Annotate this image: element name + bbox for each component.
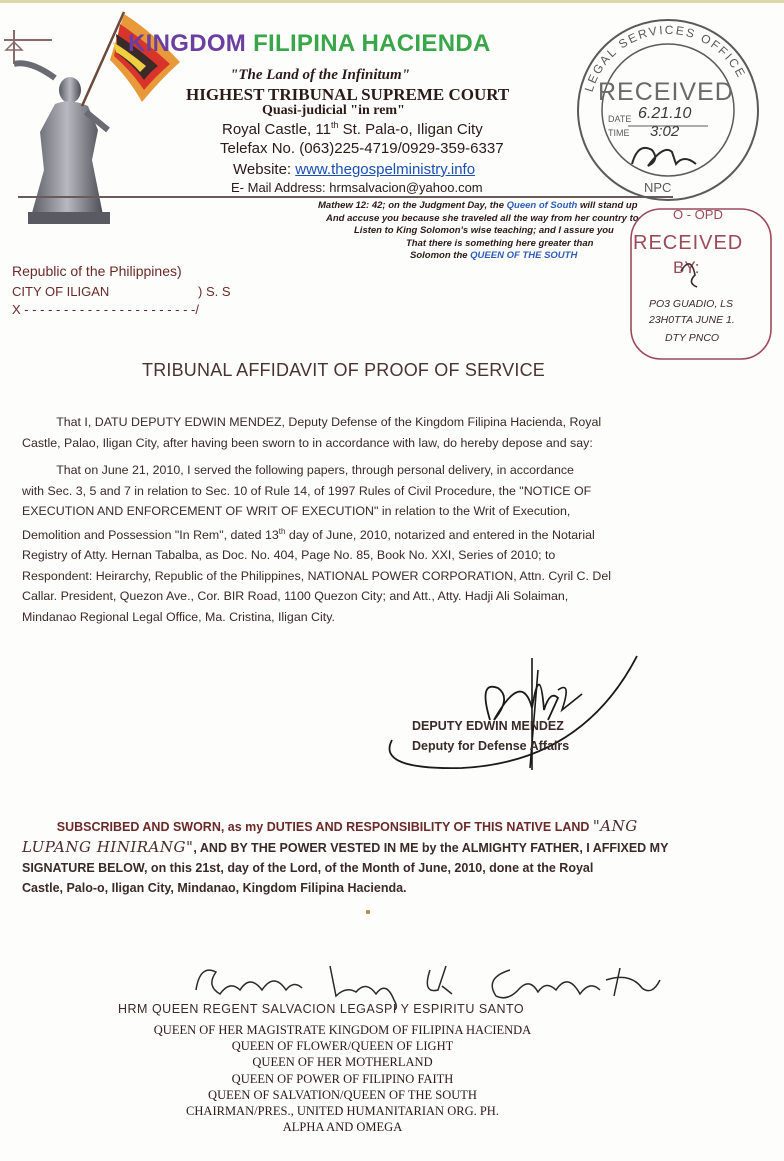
queen-title-line: ALPHA AND OMEGA <box>282 1120 403 1135</box>
svg-text:RECEIVED: RECEIVED <box>598 78 734 106</box>
deputy-signature <box>382 650 652 780</box>
svg-text:TIME: TIME <box>608 128 630 138</box>
svg-text:DATE: DATE <box>608 114 632 124</box>
svg-text:PO3 GUADIO, LS: PO3 GUADIO, LS <box>649 298 734 310</box>
svg-text:BY:: BY: <box>673 258 700 277</box>
kingdom-motto: "The Land of the Infinitum" <box>230 67 411 83</box>
venue-city: CITY OF ILIGAN <box>12 284 110 299</box>
received-stamp-legal-office <box>568 14 768 204</box>
queen-titles <box>100 1022 585 1135</box>
court-jurisdiction: Quasi-judicial "in rem" <box>262 103 405 118</box>
venue-ss: ) S. S <box>198 284 231 299</box>
signatory-title: Deputy for Defense Affairs <box>412 739 570 753</box>
website-line: Website: www.thegospelministry.info <box>233 161 476 178</box>
venue-country: Republic of the Philippines) <box>12 263 182 279</box>
queen-title-line: CHAIRMAN/PRES., UNITED HUMANITARIAN ORG. PH. <box>186 1104 499 1119</box>
service-paragraph: That on June 21, 2010, I served the following papers, through personal delivery, in accordance with Sec. 3, 5 and 7 in relation to Sec. 10 of Rule 14, of 1997 Rules of Civil Procedure, the "NOTICE OF EXECUTION AND ENFORCEMENT OF WRIT OF EXECUTION" in relation to the Writ of Execution, Demolition and Possession "In Rem", dated 13th day of June, 2010, notarized and entered in the Notarial Registry of Atty. Hernan Tabalba, as Doc. No. 404, Page No. 85, Book No. XXI, Series of 2010; to Respondent: Heirarchy, Republic of the Philippines, NATIONAL POWER CORPORATION, Attn. Cyril C. Del Callar. President, Quezon Ave., Cor. BIR Road, 1100 Quezon City; and Att., Atty. Hadji Ali Solaiman, Mindanao Regional Legal Office, Ma. Cristina, Iligan City. <box>22 463 611 624</box>
website-link[interactable]: www.thegospelministry.info <box>295 161 476 178</box>
queen-title-line: QUEEN OF HER MOTHERLAND <box>252 1055 433 1070</box>
svg-text:23H0TTA JUNE 1.: 23H0TTA JUNE 1. <box>649 314 735 326</box>
affidavit-intro-paragraph: That I, DATU DEPUTY EDWIN MENDEZ, Deputy Defense of the Kingdom Filipina Hacienda, Royal Castle, Palao, Iligan City, after having been sworn to in accordance with law, do hereby depose and say: <box>22 415 602 450</box>
bible-verse: Mathew 12: 42; on the Judgment Day, the Queen of South will stand up And accuse you because she traveled all the way from her country to Listen to King Solomon's wise teaching; and I assure you That there is something here greater than Solomon the QUEEN OF THE SOUTH <box>318 200 639 261</box>
top-scan-strip <box>0 0 784 3</box>
received-stamp-police <box>625 205 775 365</box>
svg-text:3:02: 3:02 <box>650 123 680 140</box>
svg-text:O - OPD: O - OPD <box>673 207 723 222</box>
queen-title-line: QUEEN OF HER MAGISTRATE KINGDOM OF FILIPINA HACIENDA <box>153 1023 532 1037</box>
email-address: E- Mail Address: hrmsalvacion@yahoo.com <box>231 180 483 195</box>
kingdom-name: KINGDOM FILIPINA HACIENDA <box>128 30 491 57</box>
svg-text:DTY PNCO: DTY PNCO <box>665 332 720 344</box>
document-title: TRIBUNAL AFFIDAVIT OF PROOF OF SERVICE <box>142 360 545 380</box>
queen-signature <box>190 950 670 1010</box>
queen-title-line: QUEEN OF SALVATION/QUEEN OF THE SOUTH <box>208 1087 477 1102</box>
svg-text:6.21.10: 6.21.10 <box>638 105 692 122</box>
queen-title-line: QUEEN OF FLOWER/QUEEN OF LIGHT <box>231 1039 454 1054</box>
queen-title-line: QUEEN OF POWER OF FILIPINO FAITH <box>231 1071 454 1086</box>
kingdom-flag-icon <box>80 10 190 110</box>
court-name: HIGHEST TRIBUNAL SUPREME COURT <box>186 85 510 104</box>
svg-text:LEGAL SERVICES OFFICE: LEGAL SERVICES OFFICE <box>581 22 749 94</box>
court-address: Royal Castle, 11th St. Pala-o, Iligan City <box>222 120 483 138</box>
telefax-number: Telefax No. (063)225-4719/0929-359-6337 <box>220 140 504 157</box>
subscribed-sworn-paragraph: SUBSCRIBED AND SWORN, as my DUTIES AND RESPONSIBILITY OF THIS NATIVE LAND "ANG LUPANG HINIRANG", AND BY THE POWER VESTED IN ME by the ALMIGHTY FATHER, I AFFIXED MY SIGNATURE BELOW, on this 21st, day of the Lord, of the Month of June, 2010, done at the Royal Castle, Palo-o, Iligan City, Mindanao, Kingdom Filipina Hacienda. <box>22 817 669 895</box>
queen-name: HRM QUEEN REGENT SALVACION LEGASPI Y ESPIRITU SANTO <box>118 1002 525 1016</box>
signatory-name: DEPUTY EDWIN MENDEZ <box>412 719 564 733</box>
venue-divider: X - - - - - - - - - - - - - - - - - - - - - -/ <box>12 302 199 317</box>
scan-mark <box>366 910 370 914</box>
svg-text:NPC: NPC <box>644 180 672 195</box>
svg-text:RECEIVED: RECEIVED <box>633 232 744 254</box>
